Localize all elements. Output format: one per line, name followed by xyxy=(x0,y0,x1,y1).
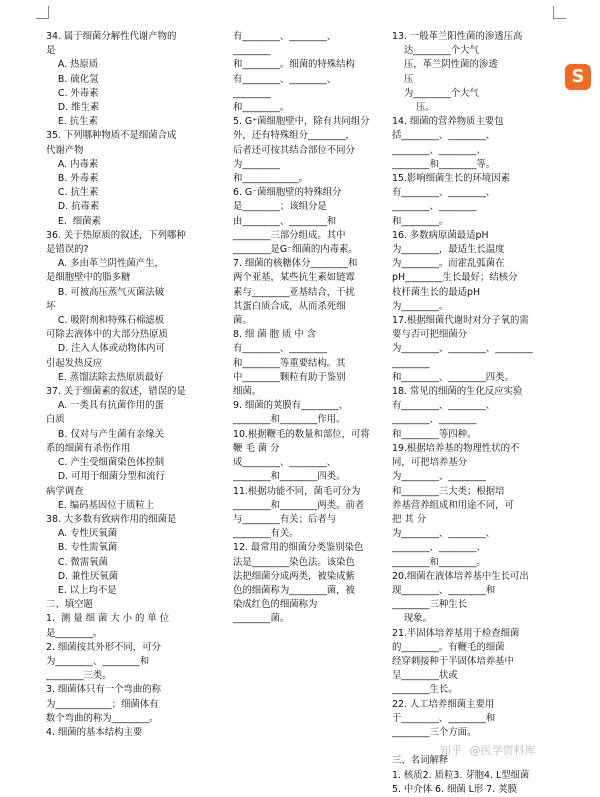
text-line: B. 可被高压蒸气灭菌法破 xyxy=(46,286,165,298)
text-line: E. 蒸馏法除去热原质最好 xyxy=(46,371,164,383)
text-line: 现象。 xyxy=(392,613,433,625)
text-line: 和________三大类；根据培 xyxy=(392,485,505,497)
text-line: 细菌。 xyxy=(233,386,262,398)
text-line: 21.半固体培养基用于检查细菌 xyxy=(392,627,520,639)
text-line: 和____________。 xyxy=(233,173,309,185)
text-line: 11.根据功能不同，菌毛可分为 xyxy=(233,485,361,497)
text-line: 色的细菌称为________菌，被 xyxy=(233,584,355,596)
text-line: 经穿刺接种于半固体培养基中 xyxy=(392,655,514,667)
text-line: 16. 多数病原菌最适pH xyxy=(392,229,489,241)
text-line: 代谢产物 xyxy=(46,144,84,156)
text-line: 15.影响细菌生长的环境因素 xyxy=(392,173,511,185)
text-line: 数个弯曲的称为________。 xyxy=(46,712,159,724)
text-line: D. 抗毒素 xyxy=(46,201,100,213)
text-line: D. 维生素 xyxy=(46,102,100,114)
text-line: 为________、________、________ xyxy=(392,343,533,355)
text-line: ________、________ xyxy=(392,201,477,213)
text-line: 有________、________、 xyxy=(392,187,496,199)
text-line: 为________，最适生长温度 xyxy=(392,244,505,256)
text-line: 可除去液体中的大部分热原质 xyxy=(46,329,168,341)
text-line: 18. 常见的细菌的生化反应实验 xyxy=(392,386,523,398)
text-line: 12. 最常用的细菌分类鉴别染色 xyxy=(233,542,364,554)
text-line: 为________、________和 xyxy=(46,655,150,667)
text-line: 14. 细菌的营养物质主要包 xyxy=(392,116,504,128)
text-line: ________和________等。 xyxy=(392,158,496,170)
text-line: 7. 细菌的核糖体分________和 xyxy=(233,258,358,270)
text-line: 为________、________ xyxy=(392,471,486,483)
text-line: 9. 细菌的荚膜有________、 xyxy=(233,400,349,412)
text-line: 病学调查 xyxy=(46,485,84,497)
text-line: 中________颗粒有助于鉴别 xyxy=(233,371,346,383)
text-line: B. 外毒素 xyxy=(46,173,99,185)
text-line: 要与否可把细菌分 xyxy=(392,329,468,341)
text-line: 和________。 xyxy=(392,215,449,227)
text-line: 系的细菌有杀伤作用 xyxy=(46,442,131,454)
text-line: ________、________ xyxy=(392,414,477,426)
text-line: 5. G⁺菌细胞壁中，除有共同组分 xyxy=(233,116,370,128)
text-line: 20.细菌在液体培养基中生长可出 xyxy=(392,570,529,582)
text-line: A. 多由革兰阴性菌产生， xyxy=(46,258,164,270)
crop-mark-top-right xyxy=(553,6,566,19)
text-line: 有________、________、 xyxy=(392,400,496,412)
text-line: 有________、________ xyxy=(233,343,327,355)
text-line: D. 兼性厌氧菌 xyxy=(46,570,118,582)
text-line: ________三部分组成。其中 xyxy=(233,229,346,241)
text-line: 有________、________、________ xyxy=(233,31,337,57)
text-line: C. 吸附剂和特殊石棉滤板 xyxy=(46,315,165,327)
text-line: 养基营养组成和用途不同，可 xyxy=(392,499,514,511)
text-line: 白质 xyxy=(46,414,65,426)
text-line: 19.根据培养基的物理性状的不 xyxy=(392,442,520,454)
text-line: 成________、________、 xyxy=(233,457,337,469)
text-line: 后者还可按其结合部位不同分 xyxy=(233,144,355,156)
text-line: 22. 人工培养细菌主要用 xyxy=(392,698,495,710)
text-line: A. 一类具有抗菌作用的蛋 xyxy=(46,400,164,412)
text-line: ________和________。 xyxy=(392,556,486,568)
text-line: 6. G⁻菌细胞壁的特殊组分 xyxy=(233,187,342,199)
text-line: ________菌。 xyxy=(233,613,290,625)
text-line: 为________、________、 xyxy=(392,528,496,540)
text-line: ________有关。 xyxy=(233,528,299,540)
text-line: ________生长。 xyxy=(392,684,458,696)
text-line: 是细胞壁中的脂多糖 xyxy=(46,272,131,284)
text-line: 菌。 xyxy=(233,315,252,327)
text-line: E. 细菌素 xyxy=(46,215,101,227)
text-line: 38. 大多数有致病作用的细菌是 xyxy=(46,513,177,525)
text-line: 为________。而霍乱弧菌在 xyxy=(392,258,505,270)
text-line: 素与________亚基结合，干扰 xyxy=(233,286,355,298)
text-line: E. 以上均不是 xyxy=(46,584,117,596)
text-line: 两个亚基，某些抗生素如链霉 xyxy=(233,272,355,284)
text-line: 34. 属于细菌分解性代谢产物的 xyxy=(46,31,177,42)
text-line: 8. 细 菌 胞 质 中 含 xyxy=(233,329,317,341)
text-line: 37. 关于细菌素的叙述，错误的是 xyxy=(46,386,186,398)
text-line: A. 热原质 xyxy=(46,59,99,71)
text-line: 和________等四种。 xyxy=(392,428,477,440)
text-line: 1. 测 量 细 菌 大 小 的 单 位 xyxy=(46,613,170,625)
watermark-site: 知乎 xyxy=(440,744,462,757)
text-line: 为________。 xyxy=(392,300,449,312)
text-line: 引起发热反应 xyxy=(46,357,103,369)
text-line: 3. 细菌体只有一个弯曲的称 xyxy=(46,684,162,696)
text-line: 法把细菌分成两类，被染成紫 xyxy=(233,570,355,582)
text-line: ________、________、 xyxy=(392,144,486,156)
text-line: ________、________、 xyxy=(392,542,486,554)
text-line: E. 编码基因位于质粒上 xyxy=(46,499,155,511)
text-line: B. 仅对与产生菌有亲缘关 xyxy=(46,428,165,440)
text-line: 和________。 xyxy=(233,102,290,114)
text-line: 与________有关；后者与 xyxy=(233,513,337,525)
text-line: 同，可把培养基分 xyxy=(392,457,468,469)
text-line: C. 微需氧菌 xyxy=(46,556,108,568)
text-line: 外，还有特殊组分________， xyxy=(233,130,355,142)
text-line: 是________；该组分是 xyxy=(233,201,327,213)
text-line: 为____________；细菌体有 xyxy=(46,698,159,710)
text-line: ________和________四类。 xyxy=(233,471,346,483)
text-line: 于________、________和 xyxy=(392,712,496,724)
text-line: 二、填空题 xyxy=(46,599,93,611)
text-line: 和________等重要结构。其 xyxy=(233,357,346,369)
text-line: 坏 xyxy=(46,300,56,312)
text-line: 2. 细菌按其外形不同，可分 xyxy=(46,641,162,653)
text-line: ________三个方面。 xyxy=(392,726,477,738)
text-line: C. 外毒素 xyxy=(46,87,99,99)
text-line: 是错误的? xyxy=(46,244,89,256)
text-line: 为________ xyxy=(233,158,280,170)
text-line: 是 xyxy=(46,45,56,57)
text-line: 把 其 分 xyxy=(392,513,427,525)
watermark-author: @医学资料库 xyxy=(469,744,536,757)
text-line: E. 抗生素 xyxy=(46,116,98,128)
watermark xyxy=(440,744,540,758)
text-line: 呈________状或 xyxy=(392,670,458,682)
text-line: 36. 关于热原质的叙述，下列哪种 xyxy=(46,229,186,241)
text-line: 35. 下列哪种物质不是细菌合成 xyxy=(46,130,177,142)
text-line: B. 专性需氧菌 xyxy=(46,542,118,554)
text-line: 的________。有鞭毛的细菌 xyxy=(392,641,505,653)
text-line: 13. 一般革兰阳性菌的渗透压高 xyxy=(392,31,523,42)
text-line: 压 xyxy=(392,73,414,85)
text-line: A. 内毒素 xyxy=(46,158,99,170)
column-3 xyxy=(392,30,542,797)
text-line: D. 可用于细菌分型和流行 xyxy=(46,471,165,483)
text-line: 和________、________四类。 xyxy=(392,371,514,383)
text-line: ________三类。 xyxy=(46,670,112,682)
text-line: 17.根据细菌代谢时对分子氧的需 xyxy=(392,315,529,327)
text-line: C. 抗生素 xyxy=(46,187,99,199)
text-line: 有________、________、________ xyxy=(233,73,337,99)
text-line: 和________。细菌的特殊结构 xyxy=(233,59,355,71)
text-line: ________三种生长 xyxy=(392,599,468,611)
text-line: D. 注入人体或动物体内可 xyxy=(46,343,165,355)
text-line: 枝杆菌生长的最适pH xyxy=(392,286,481,298)
text-line: C. 产生受细菌染色体控制 xyxy=(46,457,165,469)
sogou-input-logo-icon[interactable]: S xyxy=(565,64,591,90)
text-line: 压。 xyxy=(392,102,435,114)
text-line: 达________个大气 xyxy=(392,45,479,57)
text-line: 10.根据鞭毛的数量和部位，可将 xyxy=(233,428,370,440)
text-line: 4. 细菌的基本结构主要 xyxy=(46,726,143,738)
text-line: 1. 核质2. 质粒3. 芽胞4. L型细菌 xyxy=(392,769,530,781)
text-line: 其蛋白质合成，从而杀死细 xyxy=(233,300,346,312)
text-line: ________和________作用。 xyxy=(233,414,346,426)
column-2 xyxy=(233,30,373,627)
column-1 xyxy=(46,30,226,740)
text-line: 压，革兰阴性菌的渗透 xyxy=(392,59,498,71)
crop-mark-top-left xyxy=(36,6,49,19)
text-line: ________ xyxy=(392,357,430,369)
text-line: 现________、________和 xyxy=(392,584,496,596)
text-line: A. 专性厌氧菌 xyxy=(46,528,118,540)
text-line: pH________生长最好；结核分 xyxy=(392,272,518,284)
text-line: 括________、________、 xyxy=(392,130,496,142)
text-line: 鞭 毛 菌 分 xyxy=(233,442,280,454)
text-line: 法是________染色法。该染色 xyxy=(233,556,355,568)
text-line: 三、名词解释 xyxy=(392,755,449,767)
text-line: 是________。 xyxy=(46,627,103,639)
text-line: 由________、________和 xyxy=(233,215,337,227)
text-line: 染成红色的细菌称为 xyxy=(233,599,318,611)
text-line: ________是G⁻细菌的内毒素。 xyxy=(233,244,358,256)
text-line: 为________个大气 xyxy=(392,87,479,99)
text-line: ________和________两类。前者 xyxy=(233,499,365,511)
text-line: B. 硫化氢 xyxy=(46,73,99,85)
text-line: 5. 中介体 6. 细菌 L形 7. 荚膜 xyxy=(392,783,517,795)
